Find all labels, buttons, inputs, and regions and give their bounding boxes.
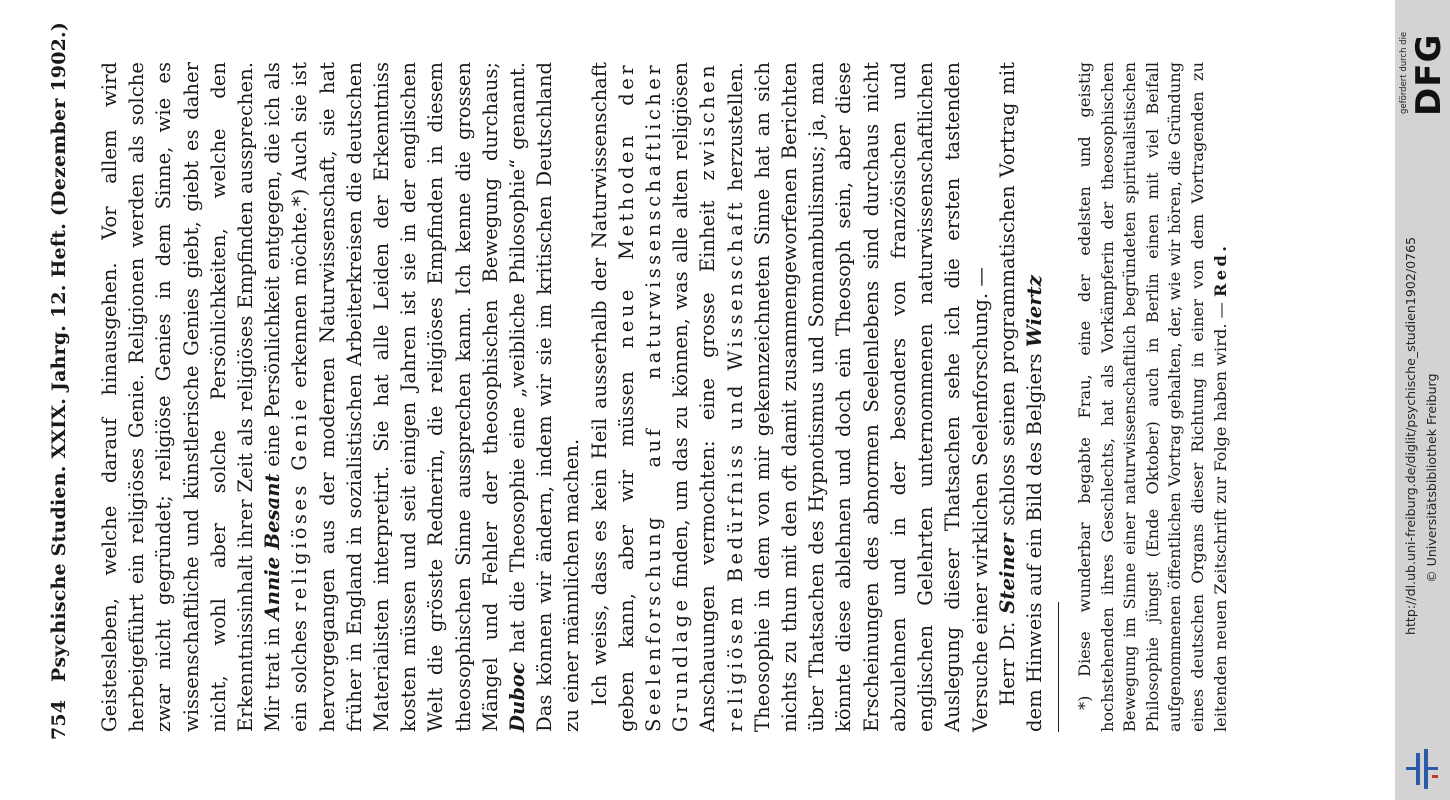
dfg-wordmark: DFG [1409, 33, 1449, 116]
p2-text-c: finden, um das zu können, was alle alten religiösen Anschauungen vermochten: eine grosse Einheit [669, 62, 720, 732]
paragraph-1 [96, 62, 586, 732]
p3-text-a: Herr Dr. [995, 613, 1019, 706]
p2-text-a: Ich weiss, dass es kein Heil ausserhalb der Naturwissenschaft geben kann, aber wir müssen [587, 62, 638, 732]
p1-text-a: Geistesleben, welche darauf hinausgehen. Vor allem wird herbeigeführt ein religiöses Genie. Religionen werden als solche zwar nicht gegründet; religiöse Genies in dem Sinne, wie es wissenschaftliche und künstlerische Genies giebt, giebt es daher nicht, wohl aber solche Persönlichkeiten, welche den Erkenntnissinhalt ihrer Zeit als religiöses Empfinden aussprechen. Mir trat in [98, 62, 285, 732]
dfg-funding-note: gefördert durch die [1399, 31, 1409, 114]
footnote-signature: Red. [1210, 242, 1230, 298]
person-wiertz: Wiertz [1022, 275, 1046, 348]
source-url[interactable]: http://dl.ub.uni-freiburg.de/diglit/psychische_studien1902/0765 [1403, 236, 1418, 635]
p3-text-c: schloss seinen programmatischen Vortrag mit dem Hinweis auf ein Bild des Belgiers [995, 62, 1046, 732]
library-logo-icon [1400, 745, 1446, 793]
p1-text-e: erkennen möchte.*) Auch sie ist hervorgegangen aus der modernen Naturwissenschaft, sie hat früher in England in sozialistischen Arbeiterkreisen die deutschen Materialisten interpretirt. Sie hat alle Leiden der Erkenntniss kosten müssen und seit einigen Jahren ist sie in der englischen Welt die grösste Rednerin, die religiöses Empfinden in diesem theosophischen Sinne aussprechen kann. Ich kenne die grossen Mängel und Fehler der theosophischen Bewegung durchaus; [288, 62, 502, 732]
dfg-logo [1395, 0, 1450, 120]
p2-text-e: herzustellen. Theosophie in dem von mir gekennzeichneten Sinne hat an sich nichts zu thun mit den oft damit zusammengeworfenen Berichten über Thatsachen des Hypnotismus und Somnambulismus; ja, man könnte diese ablehnen und doch ein Theosoph sein, aber diese Erscheinungen des abnormen Seelenlebens sind durchaus nicht abzulehnen und in der besonders von französischen und englischen Gelehrten unternommenen naturwissenschaftlichen Auslegung dieser Thatsachen sehe ich die ersten tastenden Versuche einer wirklichen Seelenforschung. — [723, 62, 992, 732]
p2-spaced-methoden: neue Methoden der Seelenforschung auf naturwissenschaftlicher Grundlage [614, 62, 693, 732]
person-annie-besant: Annie Besant [261, 473, 285, 621]
article-body [96, 62, 1048, 732]
source-info [1395, 235, 1450, 635]
p1-text-c: eine Persönlichkeit entgegen, die ich als ein solches [261, 62, 312, 732]
page-header [48, 21, 70, 740]
footnote-rule [1058, 602, 1059, 732]
paragraph-3 [994, 62, 1048, 732]
page-number: 754 [48, 699, 70, 740]
footnote-text: *) Diese wunderbar begabte Frau, eine der edelsten und geistig hochstehenden ihres Geschlechts, hat als Vorkämpferin der theosophischen Bewegung im Sinne einer naturwissenschaftlich begründeten spiritualistischen Philosophie jüngst (Ende Oktober) auch in Berlin einen mit viel Beifall aufgenommenen öffentlichen Vortrag gehalten, der, wie wir hören, die Gründung eines deutschen Organs dieser Richtung in einer von dem Vortragenden zu leitenden neuen Zeitschrift zur Folge haben wird. — [1075, 62, 1230, 732]
person-steiner: Steiner [995, 533, 1019, 614]
p2-spaced-beduerfniss: zwischen religiösem Bedürfniss und Wissenschaft [696, 62, 747, 732]
copyright-text: © Universitätsbibliothek Freiburg [1424, 373, 1439, 583]
running-title: Psychische Studien. XXIX. Jahrg. 12. Heft. (Dezember 1902.) [48, 21, 70, 682]
p1-text-g: hat die Theosophie eine „weibliche Philosophie“ genannt. Das können wir ändern, indem wir sie im kritischen Deutschland zu einer männlichen machen. [506, 62, 584, 732]
footnote [1074, 62, 1232, 732]
paragraph-2 [586, 62, 994, 732]
person-duboc: Duboc [506, 662, 530, 732]
p1-spaced-religioeses-genie: religiöses Genie [288, 395, 312, 612]
